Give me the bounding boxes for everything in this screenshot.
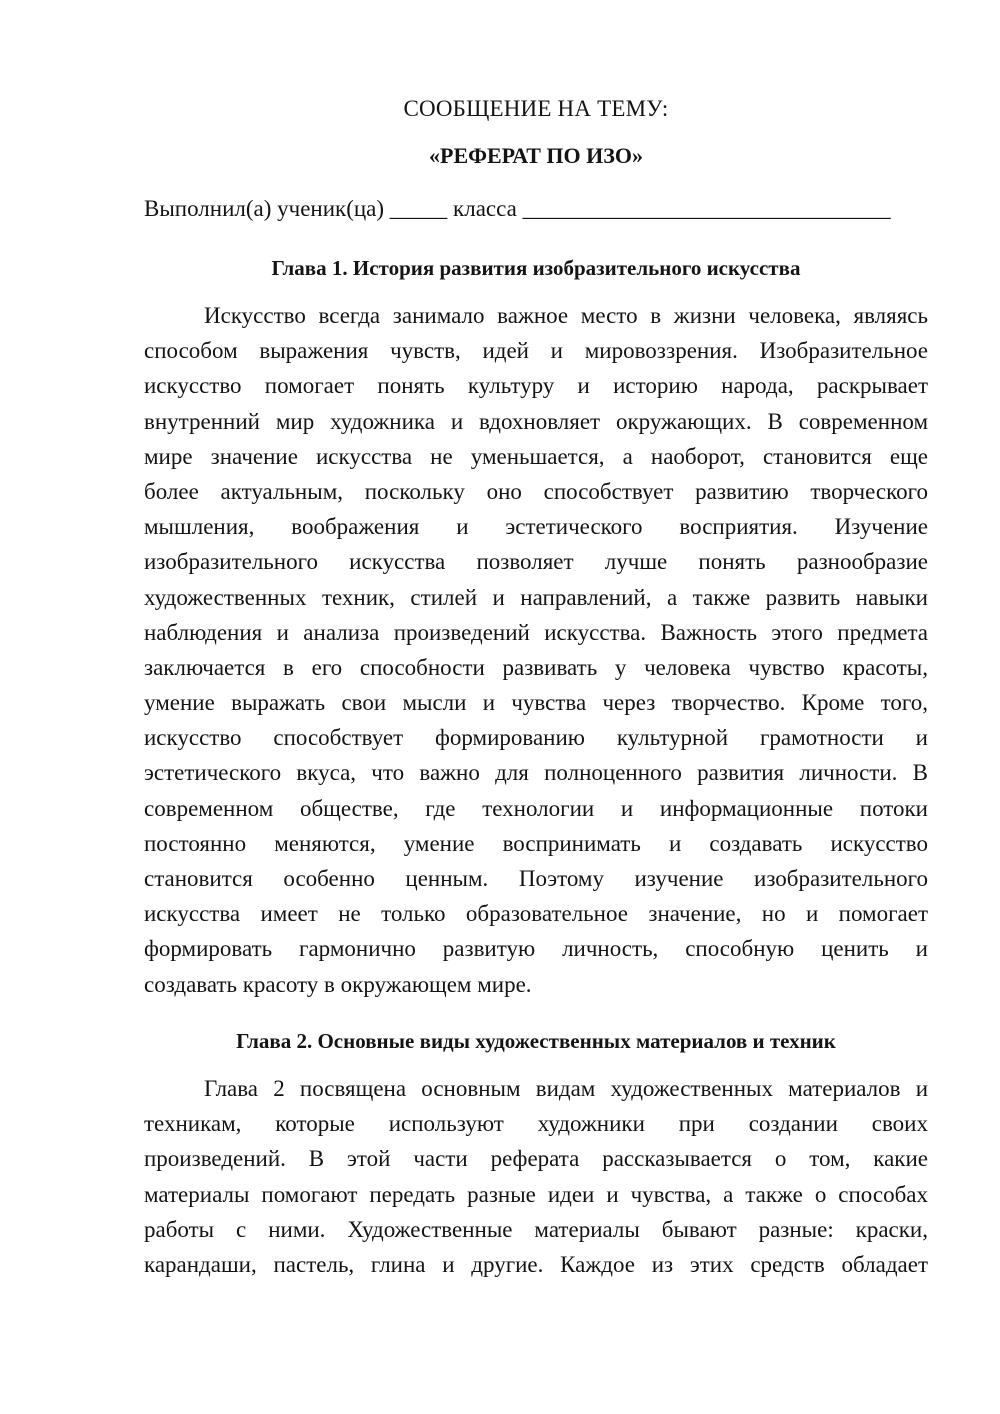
paragraph-line: мышления, воображения и эстетического восприятия. Изучение [144,514,928,540]
paragraph-line: способом выражения чувств, идей и мировоззрения. Изобразительное [144,338,928,364]
paragraph-line: техникам, которые используют художники при создании своих [144,1111,928,1137]
paragraph-line: умение выражать свои мысли и чувства через творчество. Кроме того, [144,690,928,716]
paragraph-line: заключается в его способности развивать у человека чувство красоты, [144,654,928,680]
paragraph-line: искусство помогает понять культуру и историю народа, раскрывает [144,373,928,399]
paragraph-line: Искусство всегда занимало важное место в жизни человека, являясь [204,303,928,328]
paragraph-line: изобразительного искусства позволяет лучше понять разнообразие [144,549,928,575]
paragraph-line: наблюдения и анализа произведений искусства. Важность этого предмета [144,619,928,645]
chapter-2-heading: Глава 2. Основные виды художественных материалов и техник [236,1029,836,1053]
paragraph-line: эстетического вкуса, что важно для полноценного развития личности. В [144,760,928,786]
chapter-1-heading: Глава 1. История развития изобразительного искусства [271,256,801,280]
paragraph-line: современном обществе, где технологии и информационные потоки [144,795,928,821]
document-title-line-2: «РЕФЕРАТ ПО ИЗО» [429,143,643,168]
paragraph-line: материалы помогают передать разные идеи и чувства, а также о способах [144,1181,928,1207]
paragraph-line: становится особенно ценным. Поэтому изучение изобразительного [144,866,928,891]
paragraph-line: создавать красоту в окружающем мире. [144,971,532,997]
paragraph-line: мире значение искусства не уменьшается, а наоборот, становится еще [144,443,928,469]
paragraph-line: карандаши, пастель, глина и другие. Каждое из этих средств обладает [144,1251,928,1277]
document-title-line-1: СООБЩЕНИЕ НА ТЕМУ: [403,96,669,121]
chapter-1-paragraph [144,298,928,1002]
author-line: Выполнил(а) ученик(ца) _____ класса ________________________________ [144,196,891,221]
paragraph-line: более актуальным, поскольку оно способствует развитию творческого [144,478,928,504]
paragraph-line: внутренний мир художника и вдохновляет окружающих. В современном [144,408,928,434]
paragraph-line: работы с ними. Художественные материалы бывают разные: краски, [144,1216,928,1242]
paragraph-line: художественных техник, стилей и направлений, а также развить навыки [144,584,928,610]
paragraph-line: произведений. В этой части реферата рассказывается о том, какие [144,1146,928,1172]
paragraph-line: постоянно меняются, умение воспринимать и создавать искусство [144,830,928,856]
chapter-2-paragraph [144,1071,928,1282]
paragraph-line: искусства имеет не только образовательное значение, но и помогает [144,901,928,927]
paragraph-line: искусство способствует формированию культурной грамотности и [144,725,928,751]
paragraph-line: формировать гармонично развитую личность, способную ценить и [144,936,928,962]
paragraph-line: Глава 2 посвящена основным видам художественных материалов и [204,1076,928,1101]
